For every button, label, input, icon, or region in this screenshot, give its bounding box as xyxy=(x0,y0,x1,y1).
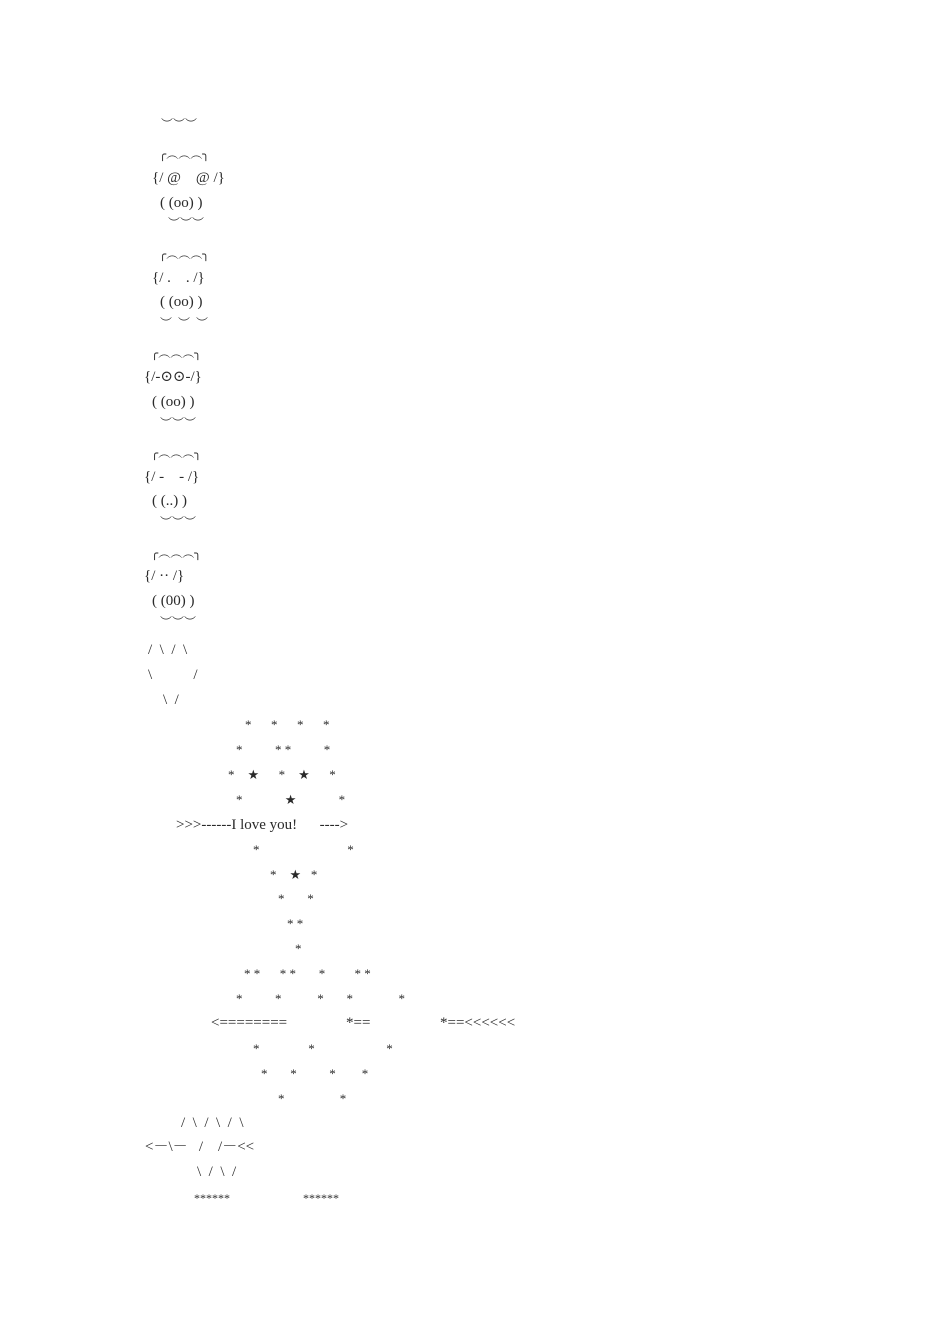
arrow-middle: *== xyxy=(346,1015,371,1031)
face2-eyes: {/ @ @ /} xyxy=(152,170,225,186)
bottom-line-3: \ / \ / xyxy=(197,1164,237,1180)
face1-mouth: ︶︶︶ xyxy=(161,117,198,131)
bottom-line-1: / \ / \ / \ xyxy=(181,1115,244,1131)
bottom-line-2: <－\－ / /－<< xyxy=(145,1139,255,1155)
arrow-heart-line-2: * * * * * xyxy=(236,991,405,1006)
arrow-heart-line-4: * * * xyxy=(253,1041,393,1056)
face3-nose: ( (oo) ) xyxy=(160,294,203,310)
face2-nose: ( (oo) ) xyxy=(160,195,203,211)
face6-nose: ( (00) ) xyxy=(152,593,195,609)
face5-hair: ╭︵︵︵╮ xyxy=(151,446,202,460)
arrow-heart-line-1: * * * * * * * xyxy=(244,966,371,981)
face6-eyes: {/ ·· /} xyxy=(144,568,185,584)
face3-hair: ╭︵︵︵╮ xyxy=(159,247,210,261)
face5-nose: ( (..) ) xyxy=(152,493,187,509)
face2-hair: ╭︵︵︵╮ xyxy=(159,147,210,161)
face5-eyes: {/ - - /} xyxy=(144,469,200,485)
bottom-stars-left: ****** xyxy=(194,1191,230,1205)
face4-hair: ╭︵︵︵╮ xyxy=(151,346,202,360)
small-heart-line-3: \ / xyxy=(163,692,179,708)
face2-chin: ︶︶︶ xyxy=(168,216,205,230)
i-love-you-arrow: >>>------I love you! ----> xyxy=(176,817,349,833)
arrow-tail: <======== xyxy=(211,1015,288,1031)
face4-eyes: {/-⊙⊙-/} xyxy=(144,369,202,385)
small-heart-line-2: \ / xyxy=(148,667,198,683)
big-heart-line-9: * * xyxy=(287,916,304,931)
face3-eyes: {/ . . /} xyxy=(152,270,205,286)
face4-nose: ( (oo) ) xyxy=(152,394,195,410)
face3-chin: ︶ ︶ ︶ xyxy=(160,316,209,330)
face6-hair: ╭︵︵︵╮ xyxy=(151,546,202,560)
face4-chin: ︶︶︶ xyxy=(160,416,197,430)
big-heart-line-3: * ★ * ★ * xyxy=(228,767,336,782)
big-heart-line-2: * * * * xyxy=(236,742,331,757)
face5-chin: ︶︶︶ xyxy=(160,515,197,529)
bottom-stars-right: ****** xyxy=(303,1191,339,1205)
big-heart-line-8: * * xyxy=(278,891,314,906)
arrow-head: *==<<<<<< xyxy=(440,1015,516,1031)
face6-chin: ︶︶︶ xyxy=(160,615,197,629)
big-heart-line-4: * ★ * xyxy=(236,792,346,807)
big-heart-line-10: * xyxy=(295,941,302,956)
small-heart-line-1: / \ / \ xyxy=(148,642,188,658)
arrow-heart-line-5: * * * * xyxy=(261,1066,369,1081)
big-heart-line-6: * * xyxy=(253,842,354,857)
big-heart-line-1: * * * * xyxy=(245,717,330,732)
arrow-heart-line-6: * * xyxy=(278,1091,347,1106)
big-heart-line-7: * ★ * xyxy=(270,867,318,882)
